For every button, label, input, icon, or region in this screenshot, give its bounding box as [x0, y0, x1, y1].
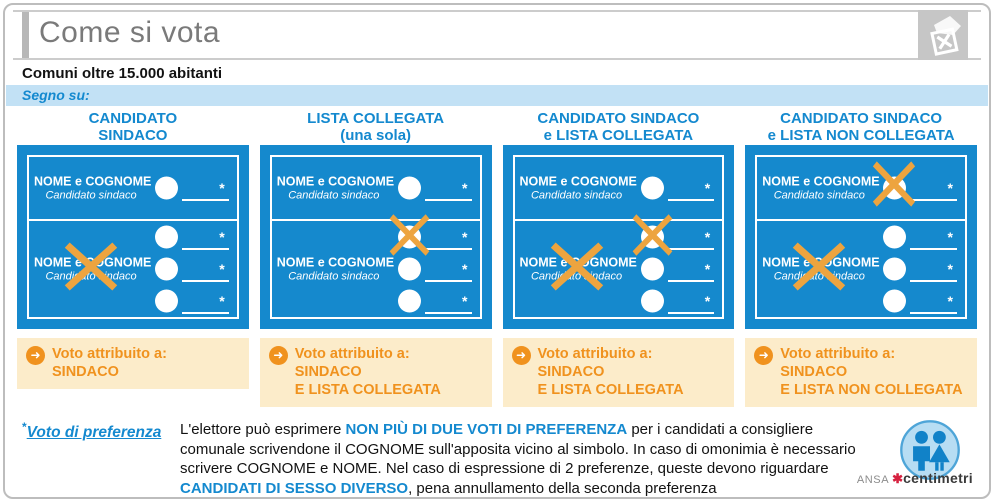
ballot-column [745, 108, 977, 407]
preference-note-segment: , pena annullamento della seconda preferenza [408, 479, 717, 497]
preference-write-line [182, 180, 229, 201]
candidate-label [519, 174, 637, 202]
preference-star: * [704, 180, 711, 196]
preference-write-line [910, 292, 957, 314]
preference-star: * [462, 260, 468, 277]
mayor-candidate-section [272, 157, 480, 221]
preference-write-line [182, 228, 229, 250]
vote-result-label: Voto attribuito a: [294, 346, 410, 362]
candidate-role: Candidato sindaco [530, 270, 623, 283]
mayor-candidate-section [515, 157, 723, 221]
party-symbol-circle [155, 225, 178, 248]
party-symbol-circle [398, 257, 421, 280]
list-row [272, 221, 480, 253]
preference-star: * [219, 292, 225, 309]
mayor-candidate-section [757, 157, 965, 221]
x-mark-list-circle [629, 213, 676, 257]
vote-result-label: Voto attribuito a: [537, 346, 653, 362]
column-header-line2: e LISTA NON COLLEGATA [767, 127, 955, 144]
preference-star: * [947, 260, 953, 277]
arrow-icon: ➜ [512, 346, 531, 365]
ballot-card [503, 145, 735, 329]
ballot-card-inner [755, 155, 967, 319]
column-header-line2: SINDACO [98, 127, 168, 144]
candidate-role: Candidato sindaco [773, 270, 865, 283]
vote-result-label: Voto attribuito a: [52, 346, 167, 362]
preference-star: * [22, 420, 27, 434]
x-mark-bottom-candidate-name [546, 241, 608, 292]
candidate-role: Candidato sindaco [530, 189, 623, 202]
preference-star: * [704, 292, 711, 309]
preference-write-line [668, 180, 715, 201]
ballot-column [503, 108, 735, 407]
column-header [17, 108, 249, 145]
preference-star: * [462, 292, 468, 309]
preference-note-text [180, 420, 890, 498]
page-title: Come si vota [39, 16, 221, 49]
vote-result-box [260, 338, 492, 407]
ballot-card-inner [270, 155, 482, 319]
candidate-role: Candidato sindaco [288, 270, 380, 283]
vote-result-line: SINDACO [780, 364, 848, 380]
column-header [260, 108, 492, 145]
candidate-name: NOME e COGNOME [276, 174, 395, 189]
preference-note-segment: per i candidati a consigliere comunale scrivendone il COGNOME sull'apposita vicino al simbolo. In caso di omonimia è necessario scrivere COGNOME e NOME. Nel caso di espressione di 2 preferenze, queste devono riguardare [180, 421, 856, 477]
column-header [503, 108, 735, 145]
candidate-label [762, 174, 880, 202]
column-header-line2: (una sola) [340, 127, 412, 144]
candidate-role: Candidato sindaco [45, 270, 137, 283]
preference-star: * [219, 228, 225, 245]
ballot-card-inner [513, 155, 725, 319]
vote-result-line: E LISTA NON COLLEGATA [780, 382, 963, 398]
candidate-role: Candidato sindaco [773, 189, 865, 202]
preference-write-line [425, 292, 472, 314]
footer [5, 407, 989, 498]
vote-result-line: SINDACO [294, 364, 362, 380]
preference-write-line [910, 228, 957, 250]
ballot-box-icon [918, 10, 968, 60]
vote-result-line: SINDACO [537, 364, 605, 380]
preference-star: * [219, 180, 225, 196]
preference-note-label: *Voto di preferenza [22, 420, 162, 442]
vote-result-box [17, 338, 249, 389]
vote-result-text [52, 345, 167, 381]
ballot-card [17, 145, 249, 329]
ballot-card [260, 145, 492, 329]
candidate-label [34, 174, 152, 202]
vote-result-line: E LISTA COLLEGATA [537, 382, 684, 398]
ballot-column [260, 108, 492, 407]
arrow-icon: ➜ [26, 346, 45, 365]
segno-su-bar: Segno su: [6, 85, 988, 106]
preference-note-segment: NON PIÙ DI DUE VOTI DI PREFERENZA [345, 421, 628, 438]
party-symbol-circle [398, 177, 421, 200]
candidate-name: NOME e COGNOME [519, 174, 637, 189]
subtitle: Comuni oltre 15.000 abitanti [22, 65, 223, 82]
agency-name: ANSA [856, 474, 890, 486]
party-symbol-circle [641, 289, 664, 312]
preference-write-line [668, 260, 715, 282]
preference-note-segment: CANDIDATI DI SESSO DIVERSO [180, 479, 409, 497]
ballot-card-inner [27, 155, 239, 319]
vote-result-text [538, 345, 684, 399]
party-symbol-circle [883, 225, 906, 248]
preference-star: * [947, 292, 953, 309]
mayor-candidate-section [29, 157, 237, 221]
arrow-icon: ➜ [269, 346, 288, 365]
candidate-label [276, 255, 395, 283]
column-header-line1: CANDIDATO SINDACO [537, 110, 700, 127]
ballot-card [745, 145, 977, 329]
preference-star: * [219, 260, 225, 277]
party-symbol-circle [155, 289, 178, 312]
list-row [272, 253, 480, 285]
preference-write-line [910, 260, 957, 282]
list-row [272, 285, 480, 317]
preference-note-segment: L'elettore può esprimere [180, 421, 346, 438]
party-symbol-circle [641, 257, 664, 280]
x-mark-bottom-candidate-name [788, 241, 850, 292]
infographic-frame [3, 3, 991, 499]
vote-result-text [295, 345, 441, 399]
preference-write-line [668, 292, 715, 314]
title-accent-bar [22, 12, 29, 58]
preference-write-line [182, 260, 229, 282]
candidate-role: Candidato sindaco [288, 189, 380, 202]
party-symbol-circle [155, 177, 178, 200]
vote-result-box [503, 338, 735, 407]
column-header-line1: CANDIDATO [88, 110, 178, 127]
party-symbol-circle [398, 289, 421, 312]
preference-star: * [947, 228, 953, 245]
brand-star-icon: ✱ [892, 471, 904, 486]
party-symbol-circle [883, 289, 906, 312]
preference-write-line [425, 260, 472, 282]
candidate-name: NOME e COGNOME [34, 174, 152, 189]
ballot-columns [5, 106, 989, 407]
vote-result-text [780, 345, 962, 399]
candidate-role: Candidato sindaco [45, 189, 137, 202]
candidate-label [276, 174, 395, 202]
preference-write-line [425, 180, 472, 201]
x-mark-list-circle [386, 213, 433, 257]
preference-star: * [462, 180, 468, 196]
list-section [272, 221, 480, 317]
candidate-name: NOME e COGNOME [276, 255, 395, 270]
candidate-name: NOME e COGNOME [519, 255, 637, 270]
preference-star: * [704, 228, 711, 245]
arrow-icon: ➜ [754, 346, 773, 365]
candidate-name: NOME e COGNOME [762, 255, 880, 270]
party-symbol-circle [883, 257, 906, 280]
preference-star: * [462, 228, 468, 245]
ballot-column [17, 108, 249, 389]
vote-result-label: Voto attribuito a: [780, 346, 896, 362]
vote-result-line: E LISTA COLLEGATA [294, 382, 441, 398]
title-band [13, 10, 981, 60]
candidate-name: NOME e COGNOME [762, 174, 880, 189]
party-symbol-circle [155, 257, 178, 280]
candidate-name: NOME e COGNOME [34, 255, 152, 270]
credits [857, 470, 973, 488]
x-mark-top-candidate-circle [869, 160, 919, 208]
preference-star: * [947, 180, 953, 196]
x-mark-bottom-candidate-name [60, 241, 122, 292]
preference-star: * [704, 260, 711, 277]
vote-result-box [745, 338, 977, 407]
column-header [745, 108, 977, 145]
column-header-line1: LISTA COLLEGATA [307, 110, 445, 127]
preference-write-line [182, 292, 229, 314]
column-header-line2: e LISTA COLLEGATA [543, 127, 694, 144]
vote-result-line: SINDACO [52, 364, 119, 380]
party-symbol-circle [641, 177, 664, 200]
column-header-line1: CANDIDATO SINDACO [780, 110, 943, 127]
brand-name: centimetri [903, 470, 973, 486]
